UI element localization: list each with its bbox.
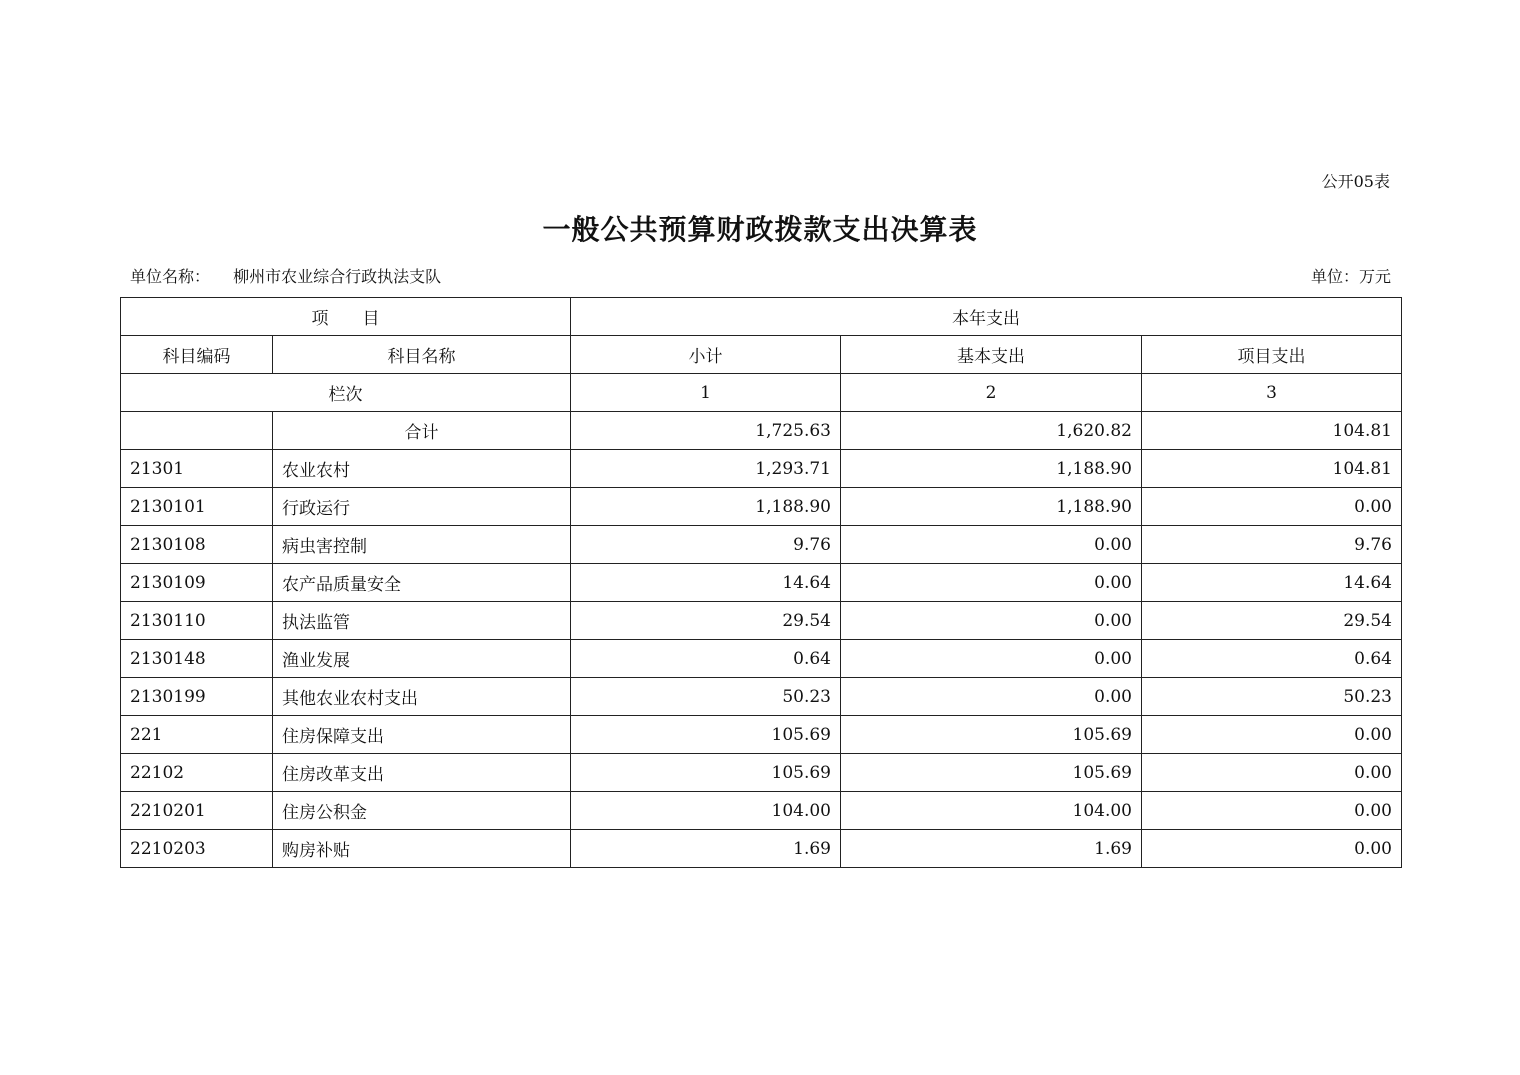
cell-project: 0.00: [1142, 754, 1402, 792]
unit-label: 单位：万元: [1310, 267, 1391, 286]
cell-project: 50.23: [1142, 678, 1402, 716]
cell-basic: 105.69: [841, 754, 1142, 792]
cell-project: 0.00: [1142, 792, 1402, 830]
cell-subtotal: 105.69: [571, 716, 841, 754]
column-index-2: 2: [841, 374, 1142, 412]
total-label: 合计: [273, 412, 571, 450]
header-item: 项 目: [121, 298, 571, 336]
cell-name: 其他农业农村支出: [273, 678, 571, 716]
cell-subtotal: 104.00: [571, 792, 841, 830]
table-row: [121, 678, 1402, 716]
cell-basic: 0.00: [841, 678, 1142, 716]
cell-code: 22102: [121, 754, 273, 792]
cell-name: 住房改革支出: [273, 754, 571, 792]
cell-project: 14.64: [1142, 564, 1402, 602]
column-index-label: 栏次: [121, 374, 571, 412]
cell-code: 2130110: [121, 602, 273, 640]
table-row: [121, 792, 1402, 830]
cell-basic: 1,188.90: [841, 450, 1142, 488]
table-row: [121, 602, 1402, 640]
cell-project: 0.00: [1142, 830, 1402, 868]
table-row: [121, 450, 1402, 488]
table-row: [121, 830, 1402, 868]
org-label: 单位名称：: [130, 267, 211, 286]
cell-code: 221: [121, 716, 273, 754]
cell-project: 9.76: [1142, 526, 1402, 564]
meta-row: [130, 265, 1391, 289]
header-basic: 基本支出: [841, 336, 1142, 374]
cell-code: 2210203: [121, 830, 273, 868]
org-info: [130, 265, 441, 289]
cell-name: 病虫害控制: [273, 526, 571, 564]
cell-subtotal: 1.69: [571, 830, 841, 868]
cell-basic: 0.00: [841, 564, 1142, 602]
table-row: [121, 488, 1402, 526]
cell-basic: 104.00: [841, 792, 1142, 830]
total-project: 104.81: [1142, 412, 1402, 450]
table-row: [121, 564, 1402, 602]
cell-name: 农产品质量安全: [273, 564, 571, 602]
cell-code: 2210201: [121, 792, 273, 830]
header-row-1: [121, 298, 1402, 336]
cell-subtotal: 0.64: [571, 640, 841, 678]
cell-subtotal: 1,293.71: [571, 450, 841, 488]
cell-name: 行政运行: [273, 488, 571, 526]
header-name: 科目名称: [273, 336, 571, 374]
cell-name: 渔业发展: [273, 640, 571, 678]
cell-project: 104.81: [1142, 450, 1402, 488]
form-code: 公开05表: [1321, 172, 1390, 191]
cell-subtotal: 1,188.90: [571, 488, 841, 526]
cell-code: 21301: [121, 450, 273, 488]
column-index-3: 3: [1142, 374, 1402, 412]
table-row: [121, 526, 1402, 564]
cell-basic: 105.69: [841, 716, 1142, 754]
cell-basic: 0.00: [841, 640, 1142, 678]
column-index-row: [121, 374, 1402, 412]
cell-subtotal: 9.76: [571, 526, 841, 564]
cell-basic: 0.00: [841, 602, 1142, 640]
cell-name: 农业农村: [273, 450, 571, 488]
cell-basic: 0.00: [841, 526, 1142, 564]
cell-project: 29.54: [1142, 602, 1402, 640]
cell-name: 住房保障支出: [273, 716, 571, 754]
header-project: 项目支出: [1142, 336, 1402, 374]
cell-code: 2130199: [121, 678, 273, 716]
cell-subtotal: 50.23: [571, 678, 841, 716]
org-name: 柳州市农业综合行政执法支队: [233, 267, 442, 286]
cell-subtotal: 105.69: [571, 754, 841, 792]
cell-name: 住房公积金: [273, 792, 571, 830]
cell-basic: 1.69: [841, 830, 1142, 868]
total-row: [121, 412, 1402, 450]
table-row: [121, 754, 1402, 792]
total-basic: 1,620.82: [841, 412, 1142, 450]
table-row: [121, 716, 1402, 754]
cell-code: 2130101: [121, 488, 273, 526]
column-index-1: 1: [571, 374, 841, 412]
cell-code: 2130148: [121, 640, 273, 678]
page-title: 一般公共预算财政拨款支出决算表: [542, 213, 978, 246]
cell-project: 0.00: [1142, 488, 1402, 526]
total-subtotal: 1,725.63: [571, 412, 841, 450]
header-subtotal: 小计: [571, 336, 841, 374]
cell-name: 购房补贴: [273, 830, 571, 868]
cell-project: 0.64: [1142, 640, 1402, 678]
cell-subtotal: 14.64: [571, 564, 841, 602]
header-current-year: 本年支出: [571, 298, 1402, 336]
table-row: [121, 640, 1402, 678]
cell-code: 2130109: [121, 564, 273, 602]
cell-basic: 1,188.90: [841, 488, 1142, 526]
header-row-2: [121, 336, 1402, 374]
header-code: 科目编码: [121, 336, 273, 374]
budget-table: [120, 297, 1402, 868]
cell-subtotal: 29.54: [571, 602, 841, 640]
total-code-cell: [121, 412, 273, 450]
cell-code: 2130108: [121, 526, 273, 564]
cell-name: 执法监管: [273, 602, 571, 640]
cell-project: 0.00: [1142, 716, 1402, 754]
